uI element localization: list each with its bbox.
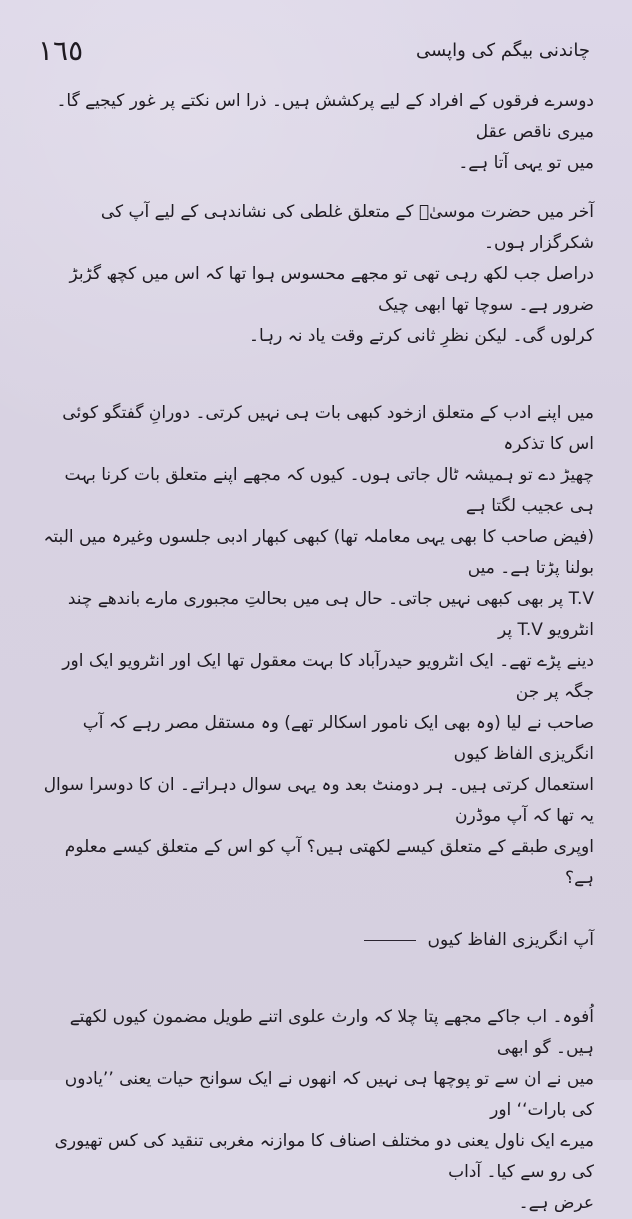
paragraph-1: دوسرے فرقوں کے افراد کے لیے پرکشش ہیں۔ ذرا اس نکتے پر غور کیجیے گا۔ میری ناقص عقل میں تو یہی آتا ہے۔ [56, 91, 594, 173]
page-number: ١٦٥ [38, 34, 84, 67]
page-header [0, 34, 632, 74]
paragraph-3-tail [38, 894, 594, 956]
page-content [38, 86, 594, 1213]
paragraph-gap-2 [38, 352, 594, 398]
running-title: چاندنی بیگم کی واپسی [416, 40, 590, 61]
paragraph-gap-3 [38, 956, 594, 1002]
paragraph-3-tail-text: آپ انگریزی الفاظ کیوں [364, 925, 594, 956]
paragraph-gap-1 [38, 179, 594, 197]
paragraph-3: میں اپنے ادب کے متعلق ازخود کبھی بات ہی نہیں کرتی۔ دورانِ گفتگو کوئی اس کا تذکرہ چھیڑ دے تو ہمیشہ ٹال جاتی ہوں۔ کیوں کہ مجھے اپنے متعلق بات کرنا بہت ہی عجیب لگتا ہے (فیض صاحب کا بھی یہی معاملہ تھا) کبھی کبھار ادبی جلسوں وغیرہ میں البتہ بولنا پڑتا ہے۔ میں T.V پر بھی کبھی نہیں جاتی۔ حال ہی میں بحالتِ مجبوری مارے باندھے چند انٹرویو T.V پر دینے پڑے تھے۔ ایک انٹرویو حیدرآباد کا بہت معقول تھا ایک اور انٹرویو ایک اور جگہ پر جن صاحب نے لیا (وہ بھی ایک نامور اسکالر تھے) وہ مستقل مصر رہے کہ آپ انگریزی الفاظ کیوں استعمال کرتی ہیں۔ ہر دومنٹ بعد وہ یہی سوال دہراتے۔ ان کا دوسرا سوال یہ تھا کہ آپ موڈرن اوپری طبقے کے متعلق کیسے لکھتی ہیں؟ آپ کو اس کے متعلق کیسے معلوم ہے؟ [43, 403, 594, 888]
paragraph-2: آخر میں حضرت موسیٰؑ کے متعلق غلطی کی نشاندہی کے لیے آپ کی شکرگزار ہوں۔ دراصل جب لکھ رہی تھی تو مجھے محسوس ہوا تھا کہ اس میں کچھ گڑبڑ ضرور ہے۔ سوچا تھا ابھی چیک کرلوں گی۔ لیکن نظرِ ثانی کرتے وقت یاد نہ رہا۔ [69, 202, 594, 346]
paragraph-4: اُفوہ۔ اب جاکے مجھے پتا چلا کہ وارث علوی اتنے طویل مضمون کیوں لکھتے ہیں۔ گو ابھی میں نے ان سے تو پوچھا ہی نہیں کہ انھوں نے ایک سوانح حیات یعنی ’’یادوں کی بارات‘‘ اور میرے ایک ناول یعنی دو مختلف اصناف کا موازنہ مغربی تنقید کی کس تھیوری کی رو سے کیا۔ آداب عرض ہے۔ [54, 1007, 594, 1213]
